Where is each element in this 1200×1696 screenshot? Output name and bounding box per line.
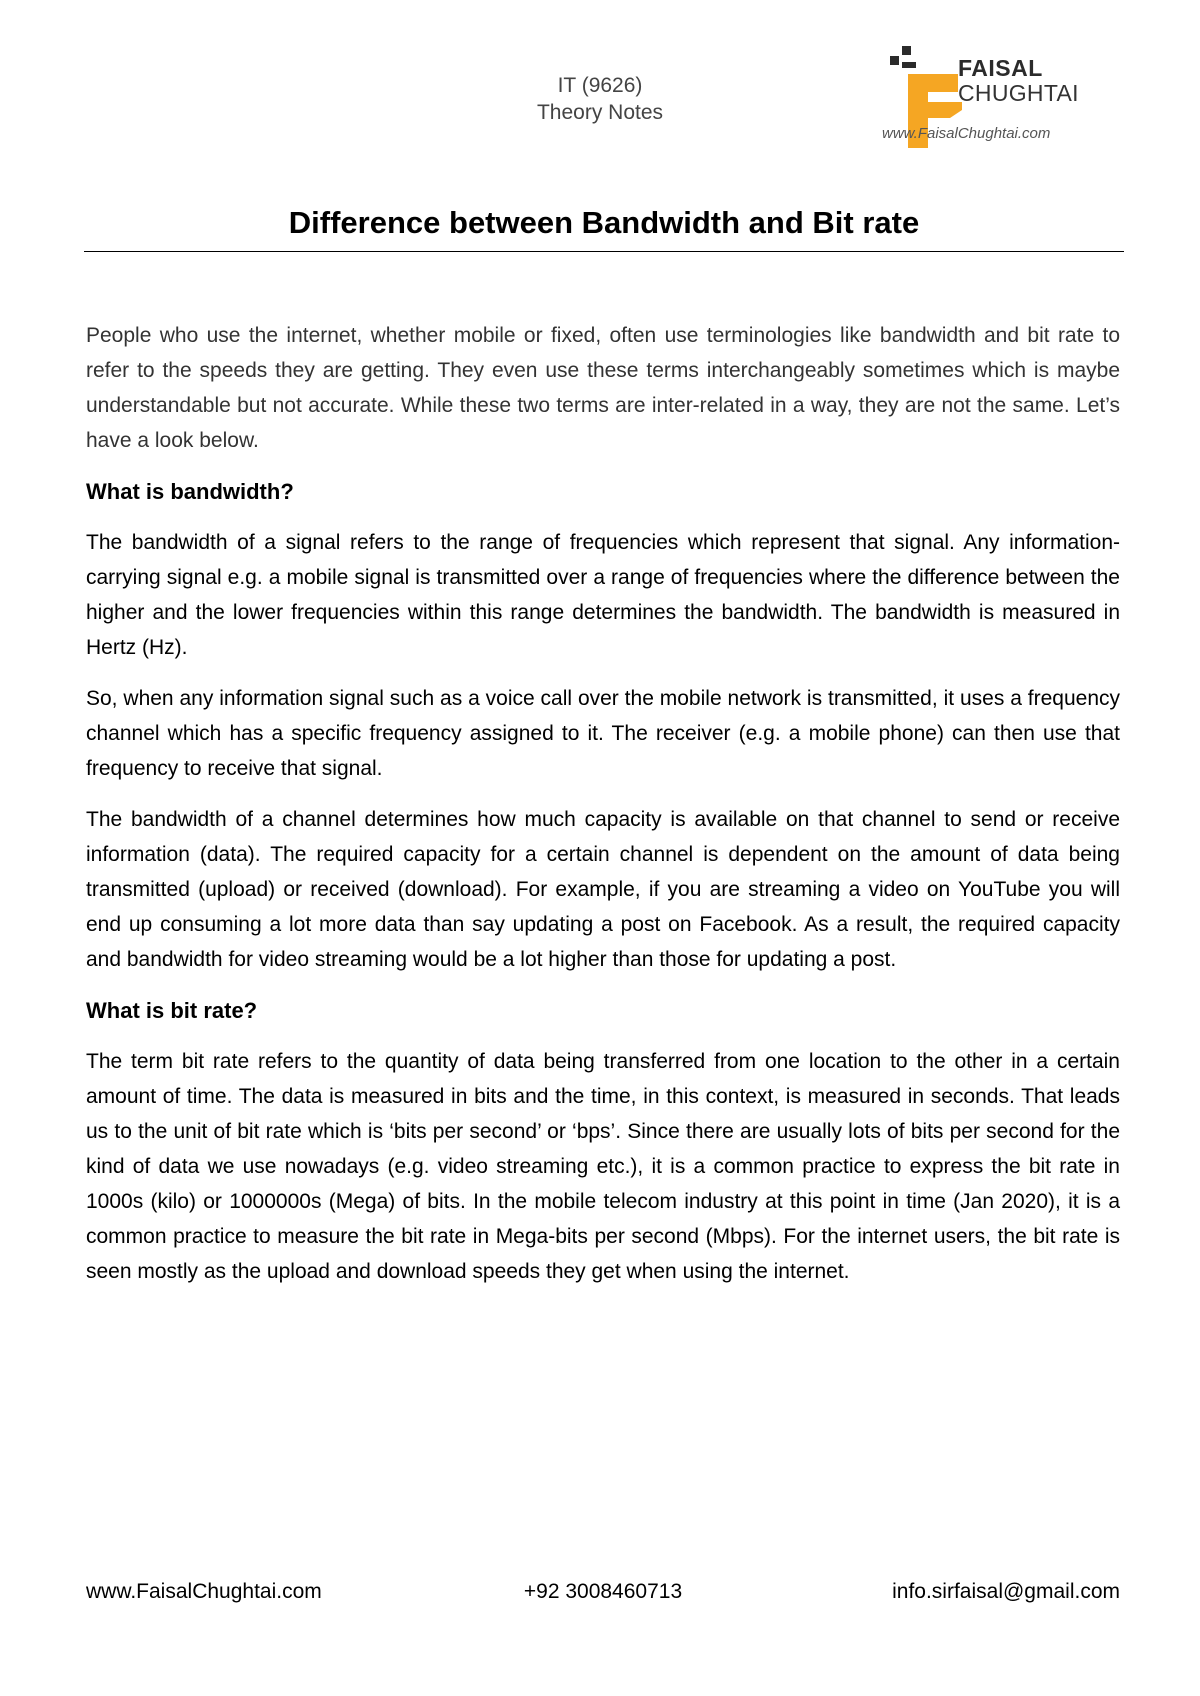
footer-email-link[interactable]: info.sirfaisal@gmail.com — [892, 1580, 1120, 1603]
faisal-chughtai-logo — [868, 34, 1130, 152]
bandwidth-paragraph-2: So, when any information signal such as a voice call over the mobile network is transmitted, it uses a frequency channel which has a specific frequency assigned to it. The receiver (e.g. a mobile phone) can then use that frequency to receive that signal. — [86, 687, 1120, 780]
intro-paragraph: People who use the internet, whether mobile or fixed, often use terminologies like bandwidth and bit rate to refer to the speeds they are getting. They even use these terms interchangeably sometimes which is maybe understandable but not accurate. While these two terms are inter-related in a way, they are not the same. Let’s have a look below. — [86, 324, 1120, 452]
course-code: IT (9626) — [557, 74, 643, 97]
section-heading-bandwidth: What is bandwidth? — [86, 479, 294, 504]
logo-wordmark — [958, 56, 1079, 106]
logo-name-line1: FAISAL — [958, 55, 1043, 81]
footer-website-link[interactable]: www.FaisalChughtai.com — [86, 1580, 322, 1603]
footer-phone: +92 3008460713 — [523, 1580, 683, 1603]
section-heading-bit-rate: What is bit rate? — [86, 998, 258, 1023]
logo-name-line2: CHUGHTAI — [958, 80, 1079, 106]
document-footer — [86, 1578, 1120, 1606]
bandwidth-paragraph-3: The bandwidth of a channel determines how much capacity is available on that channel to send or receive information (data). The required capacity for a certain channel is dependent on the amount of data being transmitted (upload) or received (download). For example, if you are streaming a video on YouTube you will end up consuming a lot more data than say updating a post on Facebook. As a result, the required capacity and bandwidth for video streaming would be a lot higher than those for updating a post. — [86, 808, 1120, 971]
notes-subtitle: Theory Notes — [536, 101, 664, 124]
document-title: Difference between Bandwidth and Bit rate — [288, 205, 920, 240]
logo-url: www.FaisalChughtai.com — [882, 125, 1051, 142]
title-divider — [84, 251, 1124, 252]
bit-rate-paragraph-1: The term bit rate refers to the quantity of data being transferred from one location to the other in a certain amount of time. The data is measured in bits and the time, in this context, is measured in seconds. That leads us to the unit of bit rate which is ‘bits per second’ or ‘bps’. Since there are usually lots of bits per second for the kind of data we use nowadays (e.g. video streaming etc.), it is a common practice to express the bit rate in 1000s (kilo) or 1000000s (Mega) of bits. In the mobile telecom industry at this point in time (Jan 2020), it is a common practice to measure the bit rate in Mega-bits per second (Mbps). For the internet users, the bit rate is seen mostly as the upload and download speeds they get when using the internet. — [86, 1050, 1120, 1283]
bandwidth-paragraph-1: The bandwidth of a signal refers to the range of frequencies which represent that signal. Any information-carrying signal e.g. a mobile signal is transmitted over a range of frequencies where the difference between the higher and the lower frequencies within this range determines the bandwidth. The bandwidth is measured in Hertz (Hz). — [86, 531, 1120, 659]
document-body — [86, 318, 1120, 1305]
